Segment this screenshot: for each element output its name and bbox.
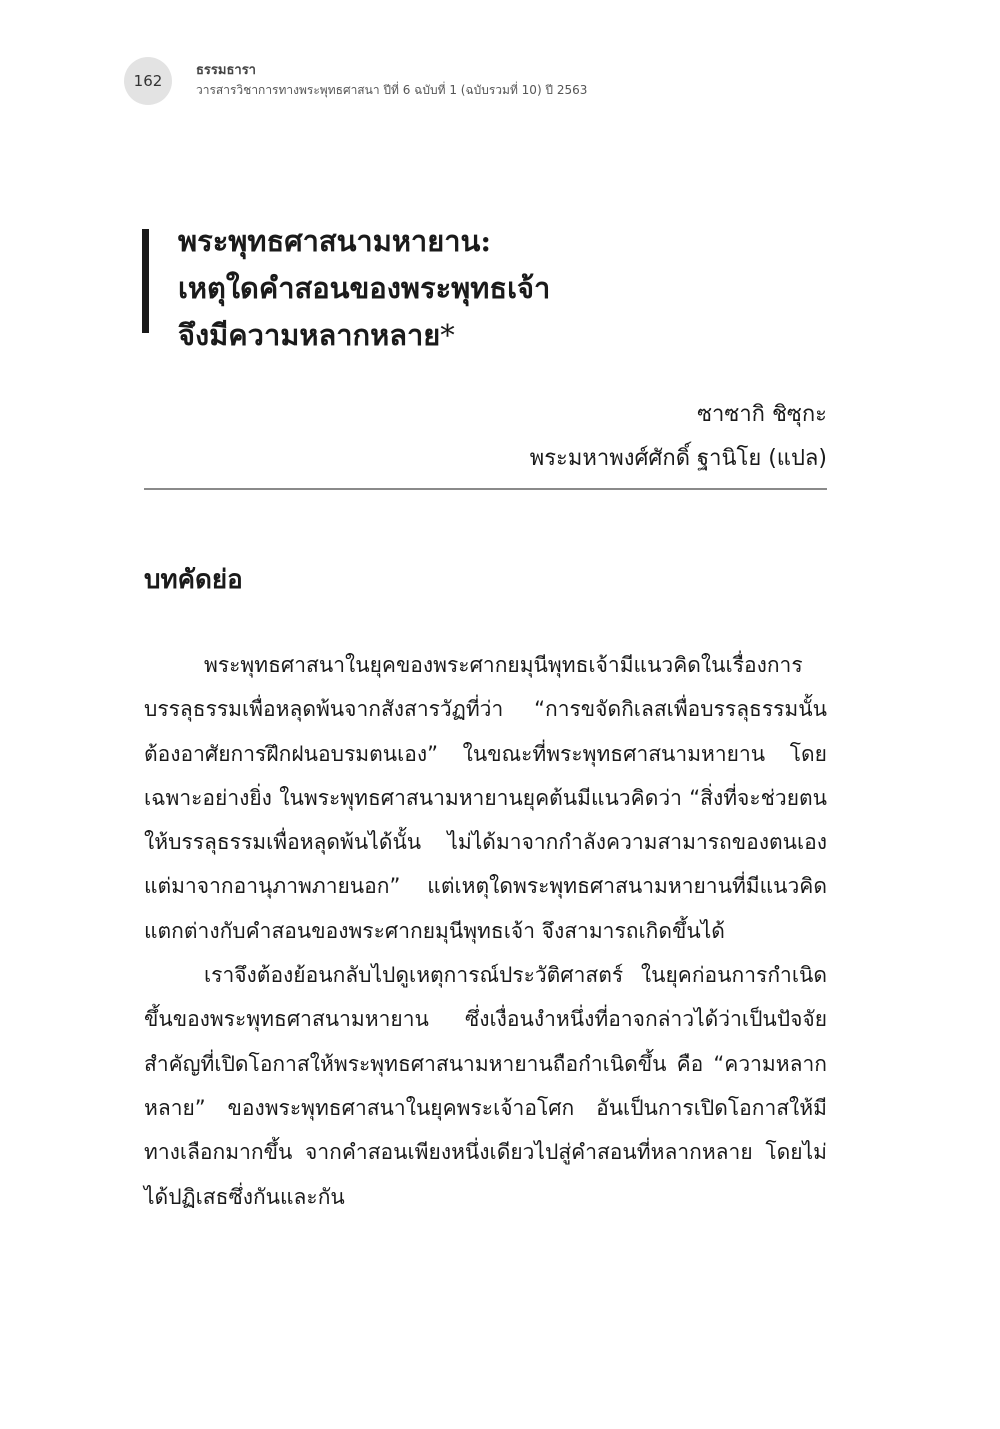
title-line-2: เหตุใดคำสอนของพระพุทธเจ้า bbox=[178, 271, 551, 305]
abstract-body bbox=[144, 643, 827, 1219]
divider bbox=[144, 488, 827, 490]
page-number: 162 bbox=[133, 72, 163, 90]
abstract-paragraph-2: เราจึงต้องย้อนกลับไปดูเหตุการณ์ประวัติศาสตร์ ในยุคก่อนการกำเนิดขึ้นของพระพุทธศาสนามหายาน ซึ่งเงื่อนงำหนึ่งที่อาจกล่าวได้ว่าเป็นปัจจัยสำคัญที่เปิดโอกาสให้พระพุทธศาสนามหายานถือกำเนิดขึ้น คือ “ความหลากหลาย” ของพระพุทธศาสนาในยุคพระเจ้าอโศก อันเป็นการเปิดโอกาสให้มีทางเลือกมากขึ้น จากคำสอนเพียงหนึ่งเดียวไปสู่คำสอนที่หลากหลาย โดยไม่ได้ปฏิเสธซึ่งกันและกัน bbox=[144, 963, 827, 1209]
abstract-paragraph-1: พระพุทธศาสนาในยุคของพระศากยมุนีพุทธเจ้ามีแนวคิดในเรื่องการบรรลุธรรมเพื่อหลุดพ้นจากสังสารวัฏที่ว่า “การขจัดกิเลสเพื่อบรรลุธรรมนั้น ต้องอาศัยการฝึกฝนอบรมตนเอง” ในขณะที่พระพุทธศาสนามหายาน โดยเฉพาะอย่างยิ่ง ในพระพุทธศาสนามหายานยุคต้นมีแนวคิดว่า “สิ่งที่จะช่วยตนให้บรรลุธรรมเพื่อหลุดพ้นได้นั้น ไม่ได้มาจากกำลังความสามารถของตนเอง แต่มาจากอานุภาพภายนอก” แต่เหตุใดพระพุทธศาสนามหายานที่มีแนวคิดแตกต่างกับคำสอนของพระศากยมุนีพุทธเจ้า จึงสามารถเกิดขึ้นได้ bbox=[144, 653, 827, 943]
byline bbox=[530, 393, 827, 481]
article-title bbox=[178, 218, 550, 359]
footnote-marker: * bbox=[440, 318, 455, 352]
translator-name: พระมหาพงศ์ศักดิ์ ฐานิโย (แปล) bbox=[529, 446, 827, 471]
journal-issue: วารสารวิชาการทางพระพุทธศาสนา ปีที่ 6 ฉบับที่ 1 (ฉบับรวมที่ 10) ปี 2563 bbox=[196, 83, 588, 97]
author-name: ซาซากิ ชิซุกะ bbox=[697, 402, 827, 427]
abstract-heading: บทคัดย่อ bbox=[144, 565, 243, 595]
page-number-badge bbox=[124, 57, 172, 105]
journal-name: ธรรมธารา bbox=[196, 63, 256, 78]
title-accent-bar bbox=[142, 229, 149, 333]
running-header bbox=[196, 62, 587, 100]
title-line-3-text: จึงมีความหลากหลาย bbox=[178, 318, 441, 352]
title-line-1: พระพุทธศาสนามหายาน: bbox=[178, 224, 492, 258]
title-line-3 bbox=[178, 312, 550, 359]
